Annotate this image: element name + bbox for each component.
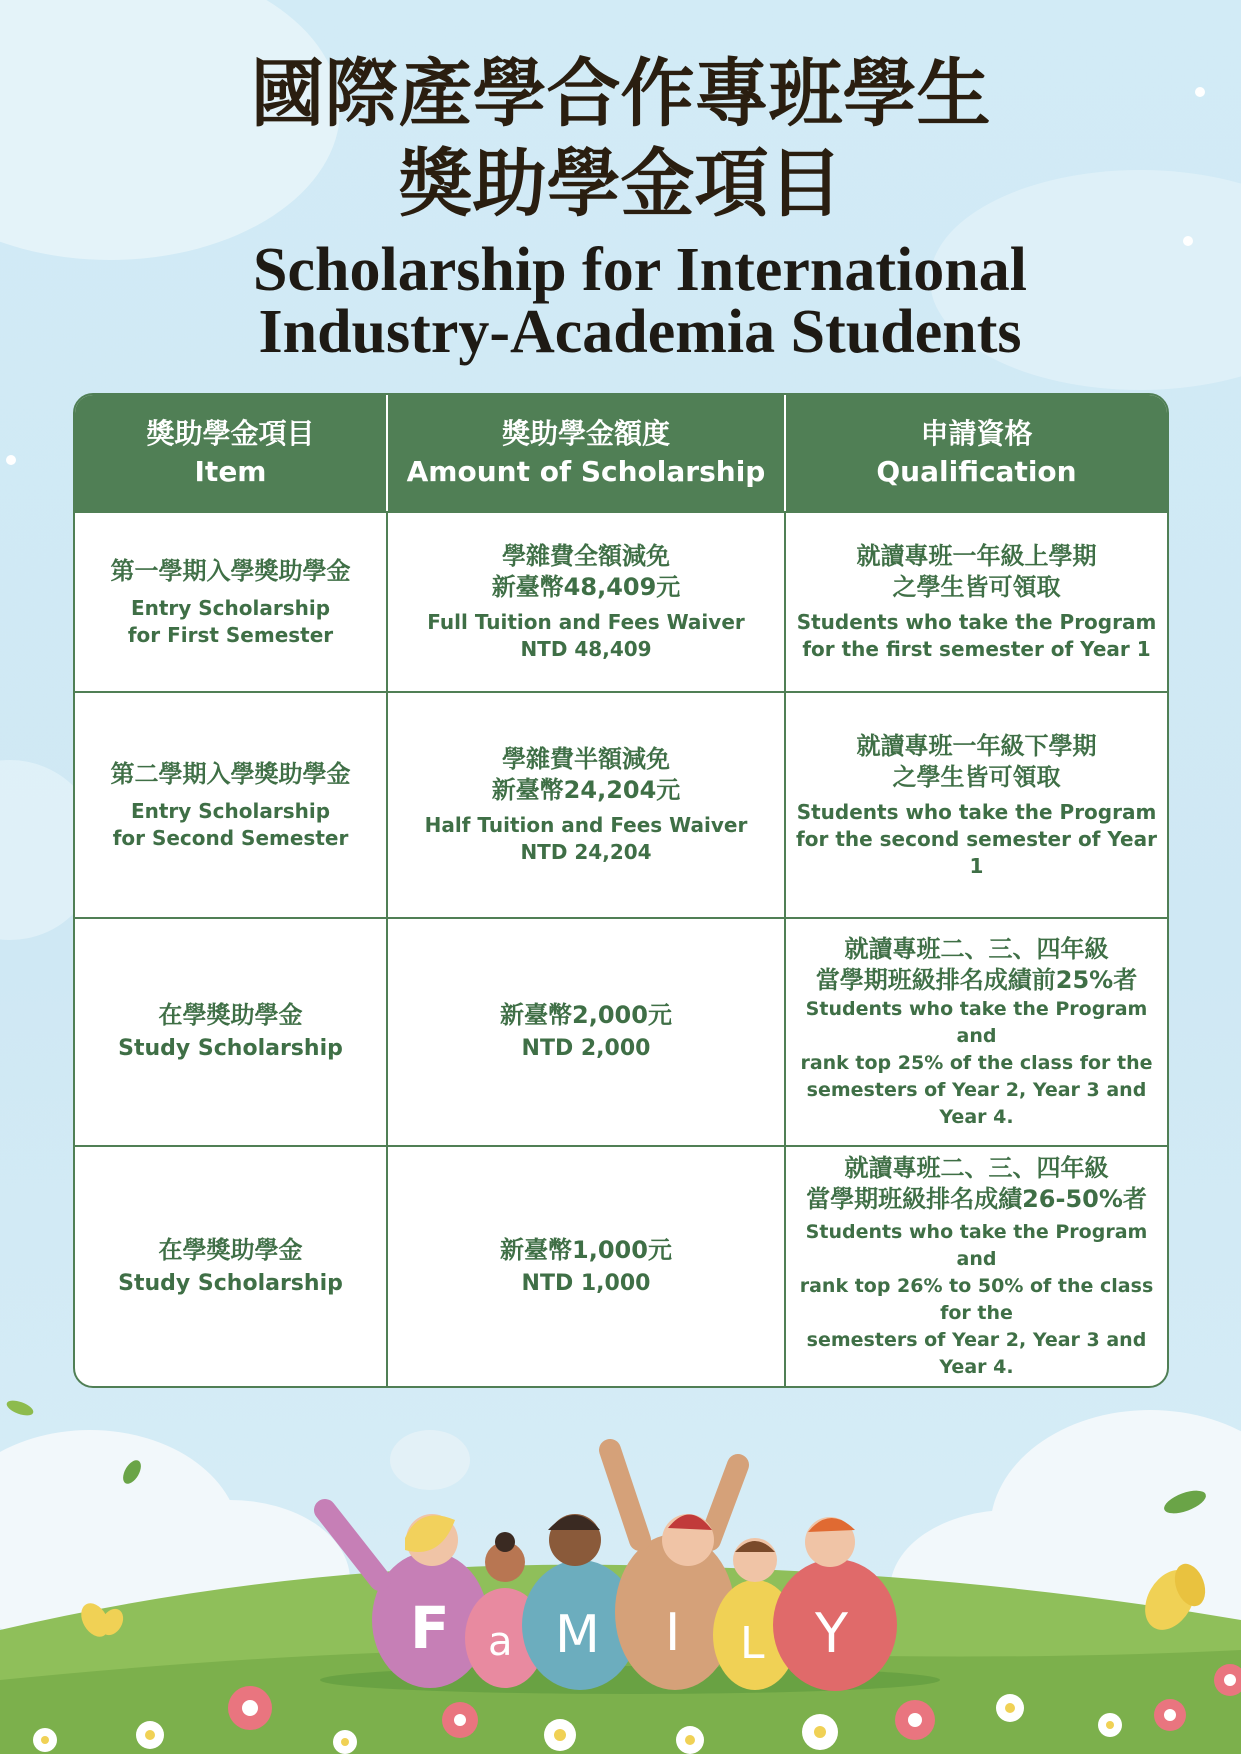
amount-cell	[386, 919, 784, 1145]
qualification-zh: 就讀專班一年級下學期	[856, 731, 1097, 760]
header-item-en: Item	[194, 455, 267, 488]
qualification-zh: 就讀專班一年級上學期	[856, 542, 1097, 570]
header-item	[75, 395, 386, 511]
qualification-en: Students who take the Program and	[805, 1220, 1148, 1270]
amount-zh: 新臺幣2,000元	[500, 1001, 672, 1029]
qualification-en: Students who take the Program and	[805, 997, 1148, 1047]
header-amount-zh: 獎助學金額度	[501, 417, 670, 450]
scholarship-table	[73, 393, 1169, 1388]
qualification-zh: 當學期班級排名成績26-50%者	[806, 1184, 1147, 1213]
item-en: Entry Scholarship	[130, 595, 331, 620]
header-amount	[386, 395, 784, 511]
amount-cell	[386, 1147, 784, 1386]
dot-decoration	[6, 455, 16, 465]
qualification-en: for the second semester of Year 1	[796, 826, 1157, 878]
flower-icon	[333, 1730, 357, 1754]
qualification-en: for the first semester of Year 1	[802, 637, 1151, 661]
table-row	[75, 1145, 1167, 1386]
title-zh-line2: 獎助學金項目	[398, 141, 843, 227]
header-qualification-zh: 申請資格	[920, 417, 1033, 450]
item-en: Study Scholarship	[118, 1270, 343, 1296]
qualification-zh: 之學生皆可領取	[892, 573, 1061, 601]
qualification-zh: 就讀專班二、三、四年級	[844, 934, 1109, 963]
flower-icon	[136, 1721, 164, 1749]
qualification-zh: 之學生皆可領取	[892, 762, 1061, 791]
title-zh-line1: 國際產學合作專班學生	[250, 51, 991, 137]
item-en: Entry Scholarship	[130, 798, 331, 823]
header-qualification-en: Qualification	[876, 455, 1077, 488]
amount-zh: 學雜費半額減免	[502, 745, 670, 773]
flower-icon	[442, 1702, 478, 1738]
item-cell	[75, 693, 386, 917]
table-row	[75, 511, 1167, 691]
amount-en: Half Tuition and Fees Waiver	[424, 813, 748, 837]
qualification-cell	[784, 693, 1167, 917]
qualification-en: rank top 25% of the class for the	[800, 1051, 1153, 1074]
item-en: for First Semester	[127, 622, 334, 647]
flower-icon	[1154, 1699, 1186, 1731]
qualification-en: semesters of Year 2, Year 3 and Year 4.	[806, 1078, 1147, 1128]
qualification-en: Students who take the Program	[796, 610, 1157, 634]
amount-cell	[386, 513, 784, 691]
item-en: Study Scholarship	[118, 1036, 343, 1061]
qualification-en: Students who take the Program	[796, 799, 1157, 824]
leaf-icon	[5, 1398, 35, 1419]
header-item-zh: 獎助學金項目	[146, 417, 315, 450]
title-en-line1: Scholarship for International	[253, 236, 1027, 304]
amount-en: NTD 24,204	[520, 840, 652, 864]
flower-icon	[33, 1728, 57, 1752]
qualification-en: semesters of Year 2, Year 3 and Year 4.	[806, 1328, 1147, 1378]
letter-y: Y	[815, 1602, 848, 1665]
qualification-zh: 就讀專班二、三、四年級	[844, 1153, 1109, 1182]
flower-icon	[895, 1700, 935, 1740]
letter-m: M	[555, 1605, 600, 1665]
item-zh: 第一學期入學獎助學金	[110, 556, 351, 585]
item-zh: 在學獎助學金	[158, 1235, 303, 1264]
amount-en: Full Tuition and Fees Waiver	[427, 610, 745, 634]
letter-l: L	[740, 1618, 765, 1669]
qualification-cell	[784, 1147, 1167, 1386]
item-cell	[75, 1147, 386, 1386]
header-amount-en: Amount of Scholarship	[406, 455, 766, 488]
flower-icon	[1098, 1713, 1122, 1737]
title-en-line2: Industry-Academia Students	[258, 298, 1022, 366]
family-illustration	[0, 1390, 1241, 1754]
qualification-cell	[784, 919, 1167, 1145]
amount-zh: 新臺幣24,204元	[491, 776, 681, 804]
flower-icon	[544, 1719, 576, 1751]
amount-zh: 新臺幣1,000元	[500, 1235, 672, 1264]
item-cell	[75, 919, 386, 1145]
header-qualification	[784, 395, 1167, 511]
qualification-zh: 當學期班級排名成績前25%者	[815, 965, 1138, 994]
letter-f: F	[410, 1594, 450, 1662]
flower-icon	[676, 1726, 704, 1754]
flower-icon	[228, 1686, 272, 1730]
qualification-en: rank top 26% to 50% of the class for the	[799, 1274, 1154, 1324]
amount-zh: 新臺幣48,409元	[491, 573, 681, 601]
item-en: for Second Semester	[112, 825, 349, 850]
cloud	[390, 1430, 470, 1490]
qualification-cell	[784, 513, 1167, 691]
letter-a: a	[488, 1619, 513, 1665]
amount-zh: 學雜費全額減免	[502, 542, 670, 570]
item-cell	[75, 513, 386, 691]
item-zh: 在學獎助學金	[158, 1001, 303, 1029]
person-6	[773, 1517, 897, 1691]
flower-icon	[802, 1714, 838, 1750]
amount-cell	[386, 693, 784, 917]
amount-en: NTD 48,409	[520, 637, 652, 661]
letter-i: I	[665, 1603, 681, 1663]
table-header	[75, 395, 1167, 511]
flower-icon	[996, 1694, 1024, 1722]
table-row	[75, 691, 1167, 917]
table-row	[75, 917, 1167, 1145]
item-zh: 第二學期入學獎助學金	[110, 759, 351, 788]
amount-en: NTD 1,000	[521, 1270, 651, 1296]
amount-en: NTD 2,000	[521, 1036, 651, 1061]
